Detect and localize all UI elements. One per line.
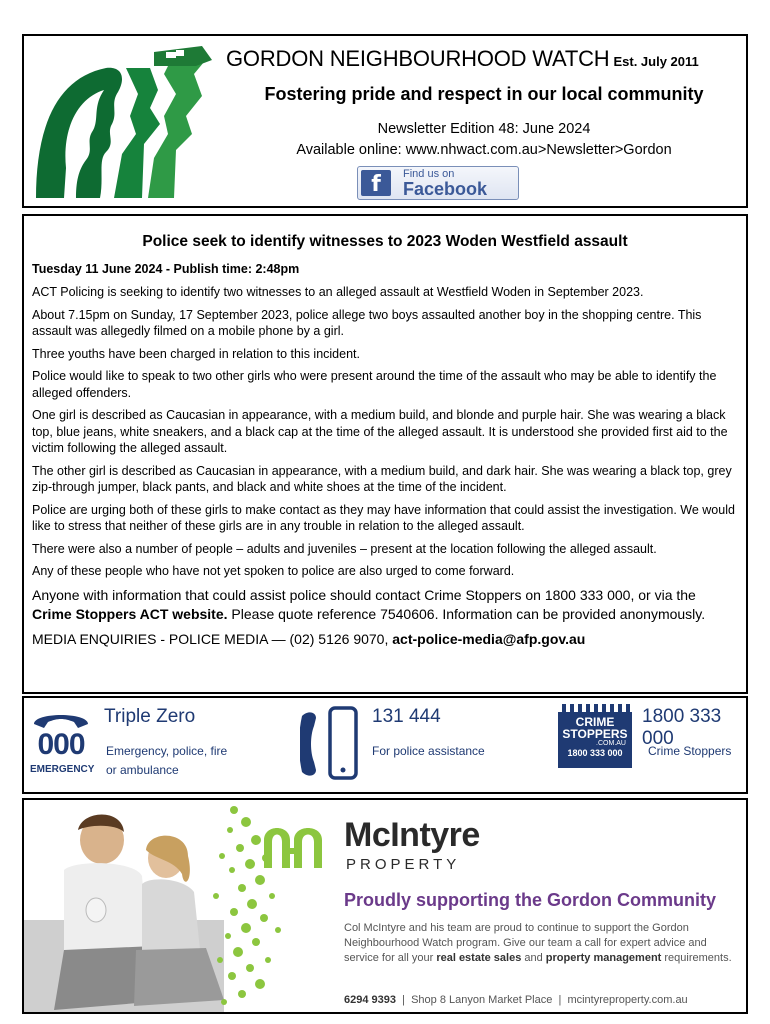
paragraph: The other girl is described as Caucasian in appearance, with a medium build, and dark hair. She was wearing a black top, grey zip-through jumper, black pants, and black and white shoes at the time of the incident. xyxy=(32,463,732,494)
mcintyre-property-ad xyxy=(22,798,748,1014)
edition-info: Newsletter Edition 48: June 2024 xyxy=(377,121,591,137)
crime-stoppers-link[interactable]: Crime Stoppers ACT website. xyxy=(32,605,228,622)
publish-time: Tuesday 11 June 2024 - Publish time: 2:48pm xyxy=(32,262,300,276)
paragraph: Any of these people who have not yet spoken to police are also urged to come forward. xyxy=(32,564,515,578)
established-date: Est. July 2011 xyxy=(613,54,699,69)
ad-body xyxy=(344,921,734,966)
paragraph: Police are urging both of these girls to make contact as they may have information that could assist the investigation. We would like to stress that neither of these girls are in any trouble in relation to the alleged assault. xyxy=(32,502,735,533)
police-number-title: 131 444 xyxy=(372,706,441,727)
ad-body-mid: and xyxy=(521,952,546,964)
article-headline: Police seek to identify witnesses to 2023 Woden Westfield assault xyxy=(142,233,628,250)
paragraph: Police would like to speak to two other girls who were present around the time of the assault who may be able to identify the alleged offenders. xyxy=(32,369,717,400)
badge-crime: CRIME xyxy=(575,715,615,729)
badge-number: 1800 333 000 xyxy=(567,748,623,758)
facebook-label xyxy=(403,169,487,198)
emergency-badge-label: EMERGENCY xyxy=(30,764,95,775)
contact-paragraph xyxy=(32,586,736,624)
facebook-button[interactable] xyxy=(357,166,519,200)
newsletter-title: GORDON NEIGHBOURHOOD WATCH xyxy=(226,46,610,71)
badge-domain: .COM.AU xyxy=(596,740,626,747)
online-link[interactable]: Available online: www.nhwact.com.au>Newsletter>Gordon xyxy=(296,142,672,158)
paragraph: There were also a number of people – adults and juveniles – present at the location following the alleged assault. xyxy=(32,541,657,556)
media-email-link[interactable]: act-police-media@afp.gov.au xyxy=(392,630,586,647)
motto: Fostering pride and respect in our local community xyxy=(264,84,704,104)
paragraph: About 7.15pm on Sunday, 17 September 2023, police allege two boys assaulted another boy in the shopping centre. This assault was allegedly filmed on a mobile phone by a girl. xyxy=(32,307,702,338)
neighbourhood-watch-logo xyxy=(26,38,222,206)
triple-zero-line2: or ambulance xyxy=(106,763,179,777)
article-body xyxy=(32,284,736,654)
ad-body-end: requirements. xyxy=(661,952,732,964)
ad-website[interactable]: mcintyreproperty.com.au xyxy=(567,994,688,1006)
crime-stoppers-desc: Crime Stoppers xyxy=(648,744,732,758)
ad-body-bold2: property management xyxy=(545,952,662,964)
paragraph: Three youths have been charged in relation to this incident. xyxy=(32,346,360,361)
mobile-phone-icon xyxy=(300,706,360,782)
mcintyre-logo-icon xyxy=(260,818,326,870)
title-line xyxy=(226,46,746,72)
article xyxy=(22,214,748,694)
facebook-icon: f xyxy=(361,170,391,196)
emergency-000-badge: 000 xyxy=(37,728,85,761)
ad-body-bold1: real estate sales xyxy=(436,952,522,964)
contact-text-end: Please quote reference 7540606. Information can be provided anonymously. xyxy=(227,605,706,622)
contact-text: Anyone with information that could assist police should contact Crime Stoppers on 1800 333 000, or via the xyxy=(32,586,696,603)
brand-sub: PROPERTY xyxy=(346,856,461,873)
triple-zero-line1: Emergency, police, fire xyxy=(106,744,228,758)
triple-zero-title: Triple Zero xyxy=(104,706,196,727)
ad-footer: 6294 9393 | Shop 8 Lanyon Market Place | mcintyreproperty.com.au xyxy=(344,994,688,1006)
ad-phone: 6294 9393 xyxy=(344,994,396,1006)
ad-tagline: Proudly supporting the Gordon Community xyxy=(344,890,716,910)
crime-stoppers-number-title: 1800 333 000 xyxy=(642,706,722,749)
police-assistance-desc: For police assistance xyxy=(372,744,485,758)
facebook-small-text: Find us on xyxy=(403,167,455,180)
paragraph: One girl is described as Caucasian in appearance, with a medium build, and blonde and purple hair. She was wearing a black top, blue jeans, white sneakers, and a black cap at the time of the alleged assault. It is understood she provided first aid to the victim following the alleged assault. xyxy=(32,408,728,455)
ad-address: Shop 8 Lanyon Market Place xyxy=(411,994,553,1006)
brand-name: McIntyre xyxy=(344,816,480,854)
crime-stoppers-badge xyxy=(558,704,632,768)
ad-body-text: Col McIntyre and his team are proud to continue to support the Gordon Neighbourhood Watch program. Give our team a call for expert advice and service for all your xyxy=(344,922,707,964)
media-enquiries xyxy=(32,630,736,648)
emergency-contacts xyxy=(22,696,748,794)
triple-zero-desc xyxy=(106,742,227,780)
newsletter-header xyxy=(22,34,748,208)
media-label: MEDIA ENQUIRIES - POLICE MEDIA — (02) 5126 9070, xyxy=(32,630,393,647)
badge-stoppers: STOPPERS xyxy=(562,727,628,741)
paragraph: ACT Policing is seeking to identify two witnesses to an alleged assault at Westfield Woden in September 2023. xyxy=(32,285,644,299)
checker-band xyxy=(558,704,632,712)
facebook-big-text: Facebook xyxy=(403,178,488,199)
